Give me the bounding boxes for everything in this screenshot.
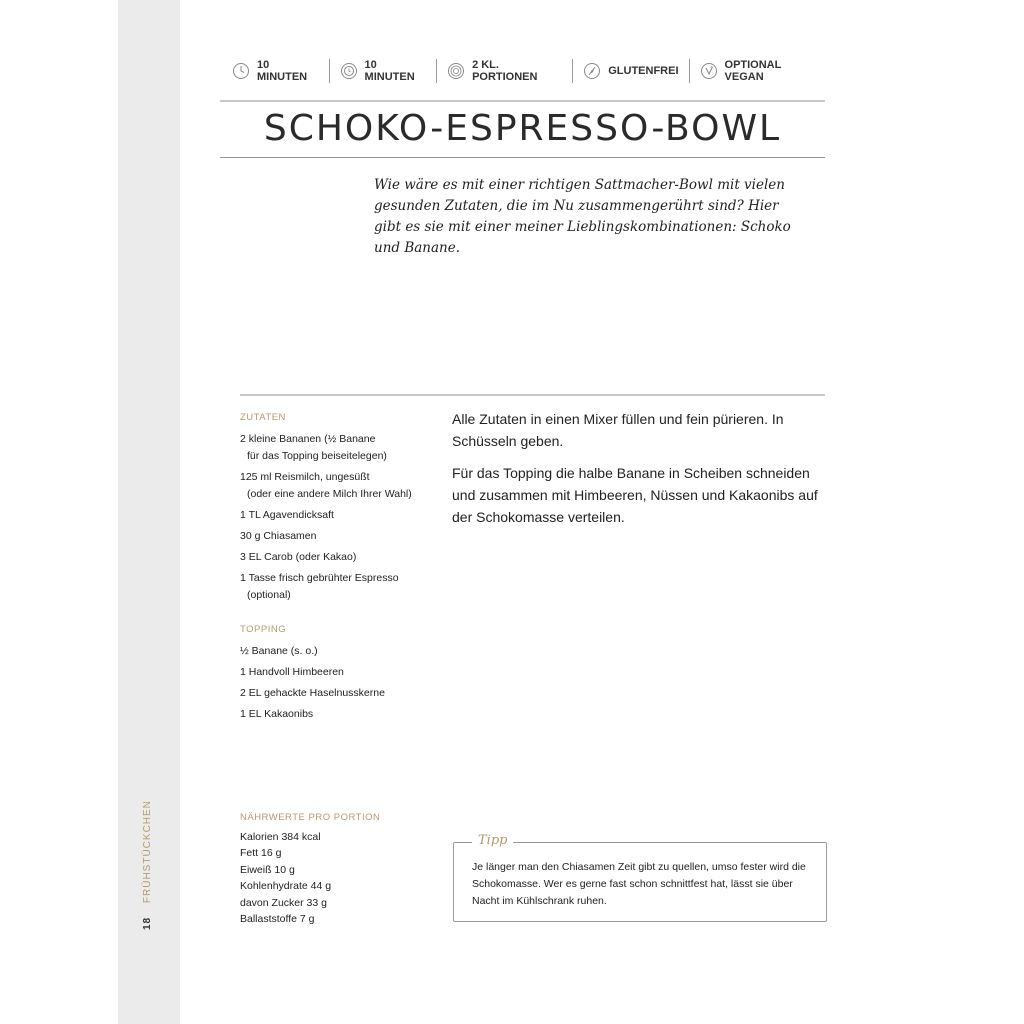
meta-label: 10 MINUTEN — [257, 59, 308, 83]
ingredient-line: 30 g Chiasamen — [240, 530, 317, 542]
meta-prep-time — [228, 59, 329, 83]
meta-label: 2 KL. PORTIONEN — [472, 59, 538, 83]
portions-icon — [447, 62, 465, 80]
topping-item: 2 EL gehackte Haselnusskerne — [240, 687, 385, 699]
ingredient-note: (oder eine andere Milch Ihrer Wahl) — [247, 488, 412, 500]
recipe-meta-bar — [228, 58, 828, 84]
ingredient-item — [240, 507, 440, 524]
recipe-title: SCHOKO-ESPRESSO-BOWL — [263, 108, 782, 149]
meta-portions — [436, 59, 572, 83]
ingredient-item — [240, 570, 440, 604]
meta-vegan — [689, 59, 829, 83]
topping-item: 1 EL Kakaonibs — [240, 708, 314, 720]
cooking-time-icon — [340, 62, 358, 80]
ingredient-item — [240, 469, 440, 503]
meta-label: OPTIONAL VEGAN — [724, 59, 782, 83]
nutrition-facts — [240, 810, 440, 928]
nutrition-item: davon Zucker 33 g — [240, 896, 327, 909]
wheat-icon — [583, 62, 601, 80]
ingredient-item — [240, 549, 440, 566]
ingredient-note: für das Topping beiseitelegen) — [247, 450, 387, 462]
instruction-step: Für das Topping die halbe Banane in Scheiben schneiden und zusammen mit Himbeeren, Nüssen und Kakaonibs auf der Schokomasse verteilen. — [452, 465, 818, 525]
ingredient-item — [240, 528, 440, 545]
running-footer — [142, 800, 162, 940]
nutrition-item: Ballaststoffe 7 g — [240, 913, 315, 925]
nutrition-item: Kohlenhydrate 44 g — [240, 880, 332, 892]
ingredient-line: 1 Tasse frisch gebrühter Espresso — [240, 572, 399, 584]
meta-label: GLUTENFREI — [608, 65, 679, 77]
topping-item: 1 Handvoll Himbeeren — [240, 666, 344, 678]
topping-item: ½ Banane (s. o.) — [240, 645, 318, 657]
nutrition-item: Fett 16 g — [240, 847, 282, 859]
topping-heading: TOPPING — [240, 624, 287, 635]
title-rule-top — [220, 100, 825, 102]
meta-cook-time — [329, 59, 437, 83]
tip-box — [453, 833, 827, 922]
meta-glutenfree — [572, 59, 688, 83]
recipe-intro: Wie wäre es mit einer richtigen Sattmacher-Bowl mit vielen gesunden Zutaten, die im Nu zusammengerührt sind? Hier gibt es sie mit einer meiner Lieblingskombinationen: Schoko und Banane. — [374, 177, 791, 256]
ingredient-line: 3 EL Carob (oder Kakao) — [240, 551, 357, 563]
tip-text: Je länger man den Chiasamen Zeit gibt zu quellen, umso fester wird die Schokomasse. Wer es gerne fast schon schnittfest hat, lässt sie über Nacht im Kühlschrank ruhen. — [472, 861, 806, 907]
section-rule — [240, 394, 825, 396]
ingredient-line: 2 kleine Bananen (½ Banane — [240, 433, 376, 445]
ingredient-line: 1 TL Agavendicksaft — [240, 509, 334, 521]
nutrition-item: Eiweiß 10 g — [240, 863, 295, 876]
instruction-step: Alle Zutaten in einen Mixer füllen und fein pürieren. In Schüsseln geben. — [452, 411, 784, 449]
ingredient-line: 125 ml Reismilch, ungesüßt — [240, 471, 370, 483]
nutrition-item: Kalorien 384 kcal — [240, 830, 321, 843]
vegan-icon — [700, 62, 718, 80]
page-number: 18 — [142, 916, 153, 930]
tip-label: Tipp — [472, 832, 513, 849]
nutrition-heading: NÄHRWERTE PRO PORTION — [240, 812, 381, 823]
title-rule-bottom — [220, 157, 825, 158]
ingredients-column — [240, 412, 440, 727]
section-name: FRÜHSTÜCKCHEN — [142, 800, 153, 904]
clock-icon — [232, 62, 250, 80]
instructions — [452, 408, 832, 538]
ingredients-heading: ZUTATEN — [240, 412, 286, 423]
meta-label: 10 MINUTEN — [364, 59, 415, 83]
ingredient-note: (optional) — [247, 589, 291, 601]
ingredient-item — [240, 431, 440, 465]
